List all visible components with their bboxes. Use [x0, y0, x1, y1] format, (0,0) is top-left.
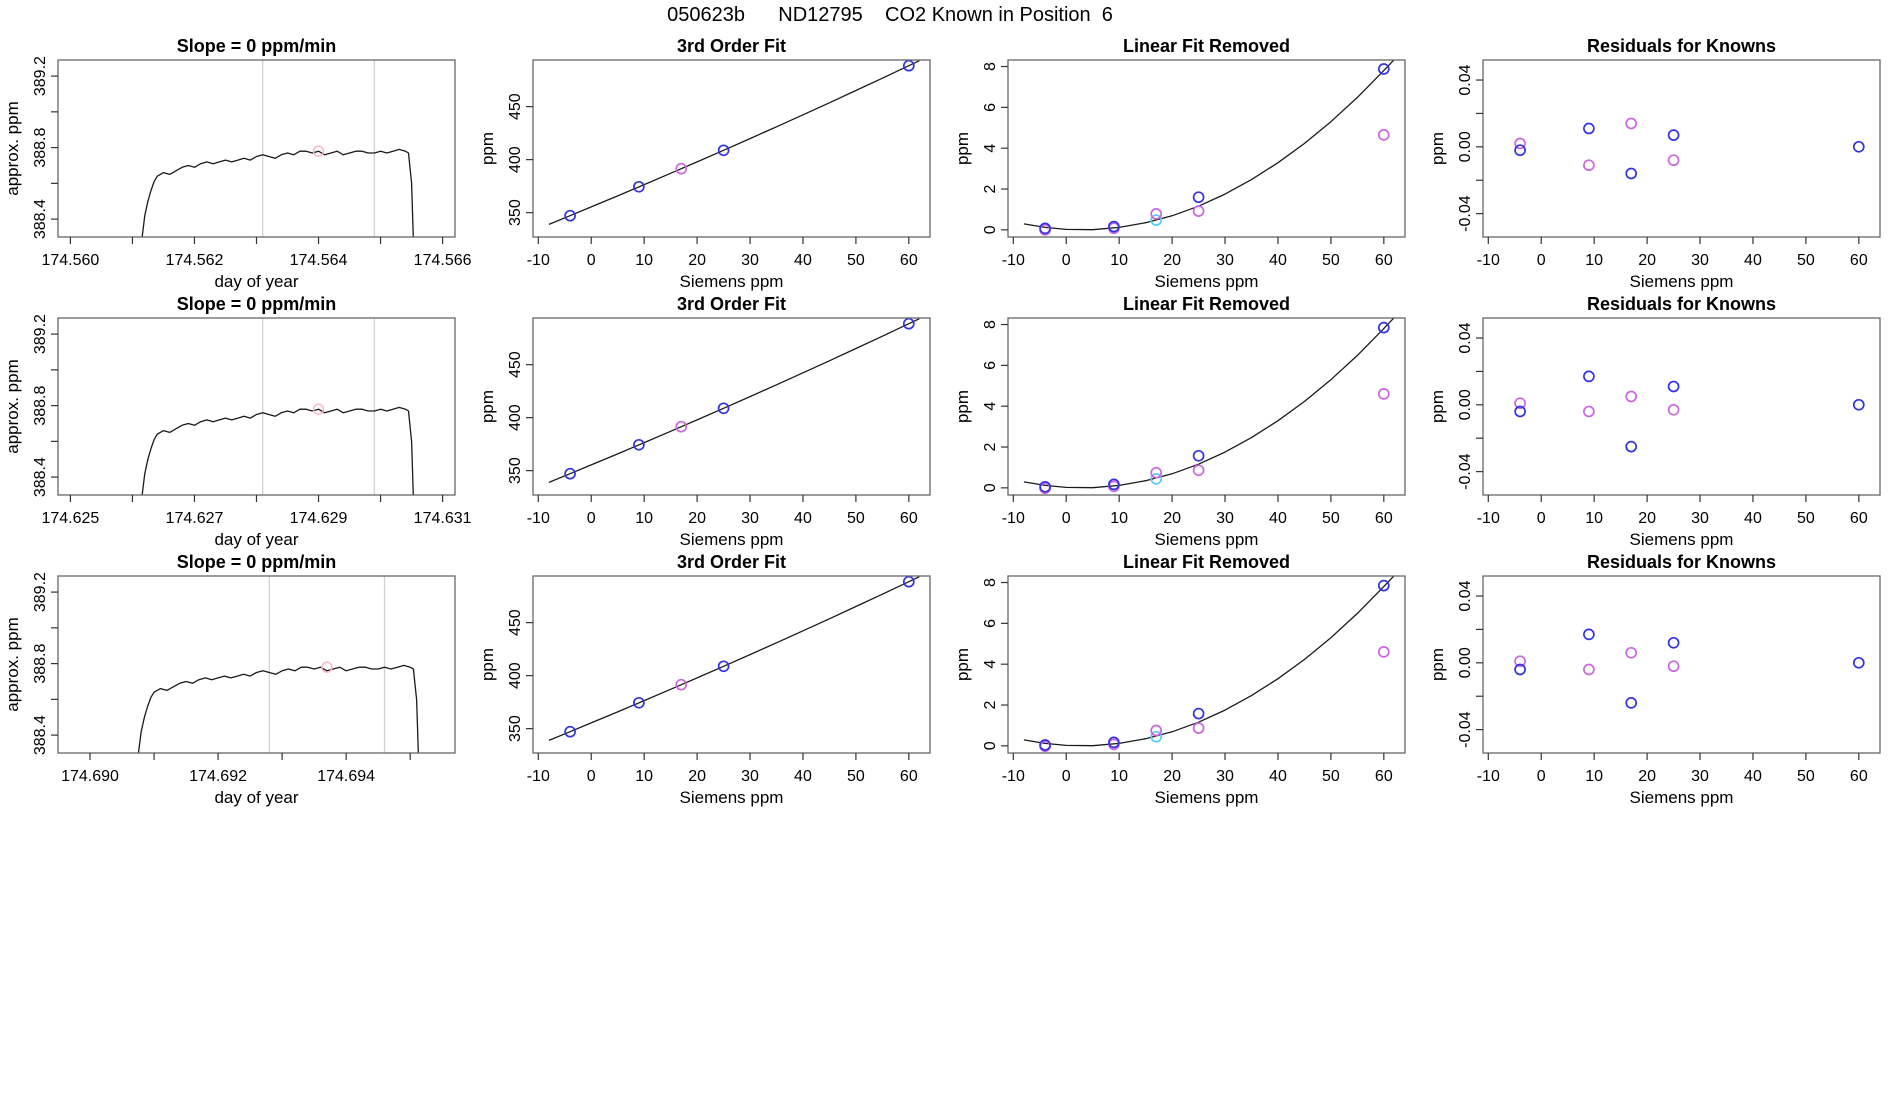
x-axis-title: Siemens ppm: [679, 788, 784, 807]
data-point-blue: [1854, 400, 1864, 410]
data-curve: [1024, 59, 1395, 229]
x-tick-label: 174.631: [413, 510, 472, 527]
x-tick-label: 174.560: [41, 252, 100, 269]
y-tick-label: 8: [982, 320, 999, 329]
x-tick-label: -10: [526, 768, 550, 785]
x-tick-label: 10: [1110, 768, 1129, 785]
y-tick-label: 6: [982, 360, 999, 370]
chart-panel-r0-c0: [3, 36, 472, 291]
panel-title: Linear Fit Removed: [1122, 294, 1291, 314]
y-tick-label: 450: [507, 93, 524, 120]
data-point-violet: [1379, 647, 1389, 657]
chart-panel-r2-c0: [3, 552, 455, 807]
x-tick-label: 20: [1163, 252, 1181, 269]
x-tick-label: 20: [1163, 768, 1181, 785]
chart-panel-r0-c1: [478, 36, 930, 291]
panel-frame: [1483, 60, 1880, 237]
y-tick-label: 0.00: [1457, 647, 1474, 679]
data-point-violet: [1194, 723, 1204, 733]
x-tick-label: 60: [899, 768, 918, 785]
x-tick-label: 40: [1269, 252, 1287, 269]
x-tick-label: 30: [1691, 768, 1709, 785]
chart-panel-r2-c3: [1428, 552, 1880, 807]
panel-frame: [58, 576, 455, 753]
y-tick-label: 450: [507, 351, 524, 378]
x-tick-label: 40: [1744, 768, 1762, 785]
y-axis-title: ppm: [1428, 647, 1447, 682]
x-tick-label: 20: [1638, 768, 1656, 785]
data-point-violet: [1626, 392, 1636, 402]
y-axis-title: ppm: [953, 131, 972, 166]
x-tick-label: -10: [1476, 252, 1500, 269]
x-axis-title: Siemens ppm: [1154, 530, 1259, 549]
y-tick-label: 8: [982, 62, 999, 71]
x-tick-label: 0: [586, 768, 596, 785]
x-tick-label: 60: [1374, 768, 1393, 785]
x-tick-label: 60: [1374, 510, 1393, 527]
y-tick-label: 388.4: [32, 715, 49, 756]
y-tick-label: 0: [982, 225, 999, 235]
y-tick-label: 400: [507, 662, 524, 689]
y-tick-label: 388.4: [32, 199, 49, 240]
panel-title: Slope = 0 ppm/min: [176, 36, 337, 56]
x-tick-label: 50: [1321, 252, 1340, 269]
data-point-violet: [1151, 726, 1161, 736]
data-point-violet: [1194, 465, 1204, 475]
chart-panel-r2-c2: [953, 552, 1405, 807]
x-tick-label: 50: [1321, 768, 1340, 785]
y-tick-label: 6: [982, 618, 999, 628]
y-tick-label: 8: [982, 578, 999, 587]
x-tick-label: 0: [1061, 510, 1071, 527]
panel-title: Residuals for Knowns: [1586, 36, 1777, 56]
y-tick-label: 350: [507, 199, 524, 226]
data-point-blue: [1515, 145, 1525, 155]
y-tick-label: 2: [982, 184, 999, 194]
panel-frame: [58, 318, 455, 495]
x-tick-label: 10: [1585, 510, 1604, 527]
x-tick-label: 174.629: [289, 510, 348, 527]
panel-frame: [533, 318, 930, 495]
data-point-blue: [1584, 124, 1594, 134]
panel-frame: [1008, 576, 1405, 753]
x-tick-label: 40: [794, 768, 812, 785]
y-axis-title: ppm: [478, 389, 497, 424]
x-tick-label: 0: [1061, 768, 1071, 785]
data-point-blue: [1854, 142, 1864, 152]
x-tick-label: 20: [688, 510, 706, 527]
panel-frame: [58, 60, 455, 237]
x-axis-title: Siemens ppm: [679, 530, 784, 549]
x-tick-label: -10: [1476, 768, 1500, 785]
data-point-blue: [1626, 169, 1636, 179]
x-tick-label: 30: [1691, 510, 1709, 527]
y-axis-title: ppm: [1428, 389, 1447, 424]
x-tick-label: 10: [1110, 252, 1129, 269]
data-point-violet: [1626, 119, 1636, 129]
data-point-blue: [1584, 629, 1594, 639]
x-tick-label: 20: [1638, 252, 1656, 269]
y-tick-label: 450: [507, 609, 524, 636]
x-tick-label: 40: [1269, 768, 1287, 785]
data-point-blue: [1584, 371, 1594, 381]
data-point-violet: [1584, 665, 1594, 675]
y-tick-label: 388.8: [32, 127, 49, 168]
x-tick-label: 50: [1321, 510, 1340, 527]
x-tick-label: 30: [1216, 252, 1234, 269]
x-axis-title: day of year: [214, 788, 299, 807]
x-tick-label: 60: [1374, 252, 1393, 269]
x-tick-label: 60: [1849, 768, 1868, 785]
panel-frame: [1483, 576, 1880, 753]
x-tick-label: 174.562: [165, 252, 224, 269]
x-tick-label: 50: [1796, 510, 1815, 527]
y-tick-label: 350: [507, 457, 524, 484]
data-point-violet: [1669, 405, 1679, 415]
x-tick-label: 40: [1744, 510, 1762, 527]
x-axis-title: Siemens ppm: [1154, 272, 1259, 291]
panel-title: Linear Fit Removed: [1122, 36, 1291, 56]
data-point-blue: [1669, 130, 1679, 140]
figure-title: 050623b ND12795 CO2 Known in Position 6: [667, 4, 1113, 26]
y-axis-title: approx. ppm: [3, 101, 22, 196]
x-tick-label: 30: [1216, 510, 1234, 527]
x-tick-label: 0: [1536, 768, 1546, 785]
data-point-blue: [1669, 638, 1679, 648]
data-point-violet: [1669, 661, 1679, 671]
x-tick-label: 174.690: [61, 768, 119, 785]
y-axis-title: ppm: [953, 647, 972, 682]
x-tick-label: -10: [526, 252, 550, 269]
y-tick-label: 389.2: [32, 314, 49, 355]
x-tick-label: 60: [899, 252, 918, 269]
y-tick-label: -0.04: [1457, 453, 1474, 490]
panel-title: Slope = 0 ppm/min: [176, 294, 337, 314]
data-point-violet: [1379, 389, 1389, 399]
x-tick-label: 0: [1061, 252, 1071, 269]
x-axis-title: Siemens ppm: [1629, 272, 1734, 291]
data-point-blue: [1194, 709, 1204, 719]
x-tick-label: 30: [1216, 768, 1234, 785]
y-axis-title: ppm: [478, 131, 497, 166]
data-point-blue: [1379, 581, 1389, 591]
y-axis-title: approx. ppm: [3, 359, 22, 454]
x-axis-title: Siemens ppm: [1629, 788, 1734, 807]
x-tick-label: 0: [1536, 252, 1546, 269]
x-tick-label: 174.564: [289, 252, 348, 269]
y-tick-label: 0.04: [1457, 64, 1474, 96]
y-tick-label: -0.04: [1457, 711, 1474, 748]
data-point-violet: [1626, 648, 1636, 658]
x-tick-label: 50: [846, 768, 865, 785]
x-tick-label: 10: [1585, 252, 1604, 269]
y-axis-title: approx. ppm: [3, 617, 22, 712]
data-curve: [549, 61, 920, 225]
data-point-violet: [1669, 155, 1679, 165]
y-tick-label: 388.8: [32, 385, 49, 426]
x-tick-label: 40: [794, 252, 812, 269]
x-axis-title: Siemens ppm: [1629, 530, 1734, 549]
data-point-violet: [1151, 209, 1161, 219]
x-tick-label: 50: [846, 252, 865, 269]
y-tick-label: 0: [982, 741, 999, 751]
data-point-blue: [1626, 442, 1636, 452]
y-tick-label: 388.4: [32, 457, 49, 498]
y-axis-title: ppm: [478, 647, 497, 682]
y-tick-label: 0.00: [1457, 389, 1474, 421]
panel-title: 3rd Order Fit: [676, 36, 787, 56]
data-point-blue: [1194, 451, 1204, 461]
y-tick-label: -0.04: [1457, 195, 1474, 232]
y-tick-label: 0.04: [1457, 580, 1474, 612]
data-curve: [549, 319, 920, 483]
x-axis-title: Siemens ppm: [1154, 788, 1259, 807]
data-point-blue: [1669, 382, 1679, 392]
x-tick-label: 10: [1585, 768, 1604, 785]
y-tick-label: 2: [982, 442, 999, 452]
x-tick-label: -10: [1001, 510, 1025, 527]
x-tick-label: 30: [1691, 252, 1709, 269]
y-axis-title: ppm: [1428, 131, 1447, 166]
x-tick-label: 10: [635, 510, 654, 527]
data-point-blue: [1379, 64, 1389, 74]
panel-title: Residuals for Knowns: [1586, 294, 1777, 314]
chart-panel-r2-c1: [478, 552, 930, 807]
data-point-violet: [1194, 206, 1204, 216]
x-tick-label: 20: [688, 768, 706, 785]
panel-frame: [1008, 60, 1405, 237]
y-tick-label: 400: [507, 146, 524, 173]
data-point-violet: [1584, 160, 1594, 170]
x-tick-label: 20: [688, 252, 706, 269]
panel-frame: [1008, 318, 1405, 495]
x-tick-label: 174.625: [41, 510, 100, 527]
x-tick-label: 20: [1638, 510, 1656, 527]
x-tick-label: 174.692: [189, 768, 248, 785]
y-tick-label: 350: [507, 715, 524, 742]
x-tick-label: 174.694: [317, 768, 376, 785]
x-tick-label: 174.566: [413, 252, 472, 269]
chart-panel-r0-c2: [953, 36, 1405, 291]
data-point-violet: [1151, 468, 1161, 478]
panel-frame: [533, 576, 930, 753]
data-curve: [1024, 575, 1395, 745]
y-tick-label: 4: [982, 401, 999, 411]
y-tick-label: 6: [982, 102, 999, 112]
panel-title: Residuals for Knowns: [1586, 552, 1777, 572]
x-tick-label: 60: [899, 510, 918, 527]
data-point-violet: [1379, 130, 1389, 140]
x-tick-label: -10: [1001, 252, 1025, 269]
y-tick-label: 389.2: [32, 56, 49, 97]
data-point-blue: [1194, 192, 1204, 202]
y-tick-label: 0.00: [1457, 131, 1474, 163]
x-tick-label: 50: [1796, 768, 1815, 785]
y-tick-label: 388.8: [32, 643, 49, 684]
x-tick-label: 30: [741, 510, 759, 527]
x-tick-label: 10: [1110, 510, 1129, 527]
panel-frame: [1483, 318, 1880, 495]
x-axis-title: Siemens ppm: [679, 272, 784, 291]
panel-title: 3rd Order Fit: [676, 294, 787, 314]
data-point-violet: [1584, 407, 1594, 417]
y-tick-label: 389.2: [32, 572, 49, 613]
x-tick-label: 0: [586, 252, 596, 269]
panel-title: Slope = 0 ppm/min: [176, 552, 337, 572]
x-tick-label: 50: [846, 510, 865, 527]
x-tick-label: 174.627: [165, 510, 224, 527]
y-tick-label: 2: [982, 700, 999, 710]
x-tick-label: 0: [1536, 510, 1546, 527]
y-tick-label: 4: [982, 659, 999, 669]
x-tick-label: 20: [1163, 510, 1181, 527]
x-tick-label: 10: [635, 252, 654, 269]
data-curve: [549, 577, 920, 741]
x-tick-label: -10: [526, 510, 550, 527]
y-tick-label: 0: [982, 483, 999, 493]
y-axis-title: ppm: [953, 389, 972, 424]
chart-panel-r1-c2: [953, 294, 1405, 549]
x-tick-label: 60: [1849, 252, 1868, 269]
data-curve: [1024, 317, 1395, 487]
y-tick-label: 4: [982, 143, 999, 153]
chart-panel-r1-c0: [3, 294, 472, 549]
x-tick-label: 30: [741, 252, 759, 269]
x-tick-label: -10: [1001, 768, 1025, 785]
data-point-blue: [1854, 658, 1864, 668]
y-tick-label: 0.04: [1457, 322, 1474, 354]
panel-frame: [533, 60, 930, 237]
x-tick-label: 10: [635, 768, 654, 785]
y-tick-label: 400: [507, 404, 524, 431]
x-tick-label: 50: [1796, 252, 1815, 269]
panel-title: Linear Fit Removed: [1122, 552, 1291, 572]
x-axis-title: day of year: [214, 272, 299, 291]
x-tick-label: 0: [586, 510, 596, 527]
x-tick-label: 40: [1269, 510, 1287, 527]
chart-panel-r0-c3: [1428, 36, 1880, 291]
x-tick-label: 40: [794, 510, 812, 527]
chart-panel-r1-c3: [1428, 294, 1880, 549]
chart-panel-r1-c1: [478, 294, 930, 549]
data-point-blue: [1379, 323, 1389, 333]
x-tick-label: 30: [741, 768, 759, 785]
x-tick-label: 60: [1849, 510, 1868, 527]
x-tick-label: 40: [1744, 252, 1762, 269]
data-curve: [135, 665, 420, 797]
x-axis-title: day of year: [214, 530, 299, 549]
panel-title: 3rd Order Fit: [676, 552, 787, 572]
data-point-blue: [1626, 698, 1636, 708]
x-tick-label: -10: [1476, 510, 1500, 527]
